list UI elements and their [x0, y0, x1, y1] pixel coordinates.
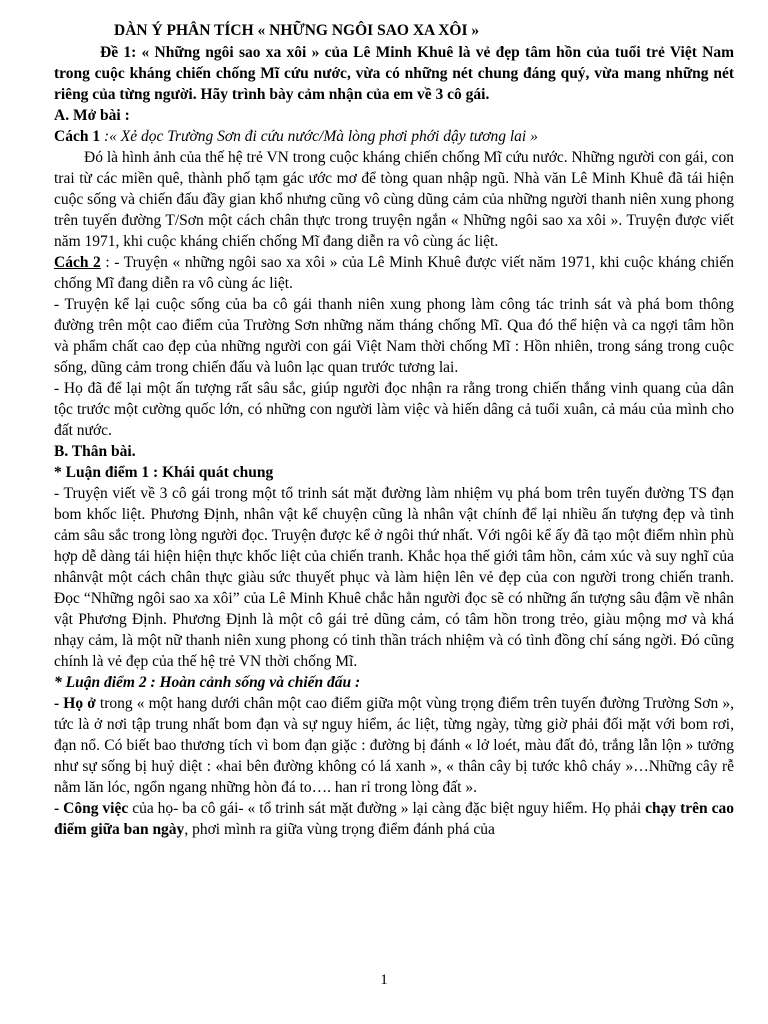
cong-viec-text-b: , phơi mình ra giữa vùng trọng điểm đánh phá của [184, 821, 495, 838]
cach1-quote: :« Xẻ dọc Trường Sơn đi cứu nước/Mà lòng phơi phới dậy tương lai » [103, 128, 538, 145]
cong-viec-bold: chạy trên cao điểm giữa ban ngày [54, 800, 735, 838]
prompt-label: Đề 1: [100, 44, 137, 61]
luan-diem-2-paragraph-1 [54, 693, 734, 798]
prompt-text: « Những ngôi sao xa xôi » của Lê Minh Khuê là vẻ đẹp tâm hồn của tuổi trẻ Việt Nam trong cuộc kháng chiến chống Mĩ cứu nước, vừa có những nét chung đáng quý, vừa mang những nét riêng của từng người. Hãy trình bày cảm nhận của em về 3 cô gái. [54, 44, 734, 103]
cong-viec-label: - Công việc [54, 800, 129, 817]
cach2-paragraph-2: - Họ đã để lại một ấn tượng rất sâu sắc, giúp người đọc nhận ra rằng trong chiến thắng vinh quang của dân tộc trước một cường quốc lớn, có những con người làm việc và hiến dâng cả tuổi xuân, cả máu của mình cho đất nước. [54, 380, 734, 439]
cach2-label: Cách 2 [54, 254, 101, 271]
ho-o-text: trong « một hang dưới chân một cao điểm giữa một vùng trọng điểm trên tuyến đường Trường Sơn », tức là ở nơi tập trung nhất bom đạn và sự nguy hiểm, ác liệt, từng ngày, từng giờ phải đối mặt với bom rơi, đạn nổ. Có biết bao thương tích vì bom đạn giặc : đường bị đánh « lở loét, màu đất đỏ, trắng lẫn lộn » tưởng như sự sống bị huỷ diệt : «hai bên đường không có lá xanh », « thân cây bị tước khô cháy »…Những cây rễ nằm lăn lóc, ngổn ngang những hòn đá to…. han rỉ trong lòng đất ». [54, 695, 734, 796]
section-b-heading: B. Thân bài. [54, 443, 136, 460]
luan-diem-1-body: - Truyện viết về 3 cô gái trong một tổ trinh sát mặt đường làm nhiệm vụ phá bom trên tuyến đường TS đạn bom khốc liệt. Phương Định, nhân vật kể chuyện cũng là nhân vật chính để lại nhiều ấn tượng đẹp và tình cảm sâu sắc trong lòng người đọc. Truyện được kể ở ngôi thứ nhất. Với ngôi kể ấy đã tạo một điểm nhìn phù hợp dễ dàng tái hiện hiện thực khốc liệt của chiến tranh. Khắc họa thế giới tâm hồn, cảm xúc và suy nghĩ của nhânvật một cách chân thực giàu sức thuyết phục và làm hiện lên vẻ đẹp của con người trong chiến tranh. Đọc “Những ngôi sao xa xôi” của Lê Minh Khuê chắc hẳn người đọc sẽ có những ấn tượng sâu đậm về nhân vật Phương Định. Phương Định là một cô gái trẻ dũng cảm, có tâm hồn trong trẻo, giàu mộng mơ và khá nhạy cảm, là một nữ thanh niên xung phong có tinh thần trách nhiệm và có tình đồng chí sáng ngời. Đó cũng chính là vẻ đẹp của thế hệ trẻ VN thời chống Mĩ. [54, 485, 734, 670]
section-a-heading: A. Mở bài : [54, 107, 130, 124]
cach2-paragraph-1: - Truyện kể lại cuộc sống của ba cô gái thanh niên xung phong làm công tác trinh sát và phá bom thông đường trên một cao điểm của Trường Sơn những năm tháng chống Mĩ. Qua đó thể hiện và ca ngợi tâm hồn và phẩm chất cao đẹp của những người con gái Việt Nam thời chống Mĩ : Hồn nhiên, trong sáng trong cuộc sống, dũng cảm trong chiến đấu và luôn lạc quan trước tương lai. [54, 296, 734, 376]
luan-diem-2-heading: * Luận điểm 2 : Hoàn cảnh sống và chiến đấu : [54, 674, 361, 691]
page-title: DÀN Ý PHÂN TÍCH « NHỮNG NGÔI SAO XA XÔI » [114, 22, 480, 39]
cach2-lead: : - Truyện « những ngôi sao xa xôi » của Lê Minh Khuê được viết năm 1971, khi cuộc kháng chiến chống Mĩ đang diễn ra vô cùng ác liệt. [54, 254, 734, 292]
cach2-line [54, 252, 734, 294]
cach1-label: Cách 1 [54, 128, 101, 145]
ho-o-label: - Họ ở [54, 695, 96, 712]
cach1-body: Đó là hình ảnh của thế hệ trẻ VN trong cuộc kháng chiến chống Mĩ cứu nước. Những người con gái, con trai từ các miền quê, thành phố tạm gác ước mơ để tòng quan nhập ngũ. Nhà văn Lê Minh Khuê đã tái hiện cuộc sống và chiến đấu đầy gian khổ nhưng cũng vô cùng dũng cảm của những người thanh niên xung phong trên tuyến đường T/Sơn một cách chân thực trong truyện ngắn « Những ngôi sao xa xôi ». Truyện được viết năm 1971, khi cuộc kháng chiến chống Mĩ đang diễn ra vô cùng ác liệt. [54, 149, 734, 250]
cong-viec-text-a: của họ- ba cô gái- « tổ trinh sát mặt đường » lại càng đặc biệt nguy hiểm. Họ phải [128, 800, 646, 817]
cach1-line [54, 126, 734, 147]
prompt-paragraph [54, 42, 734, 105]
page-number: 1 [380, 972, 388, 988]
luan-diem-2-paragraph-2 [54, 798, 734, 840]
luan-diem-1-heading: * Luận điểm 1 : Khái quát chung [54, 464, 274, 481]
